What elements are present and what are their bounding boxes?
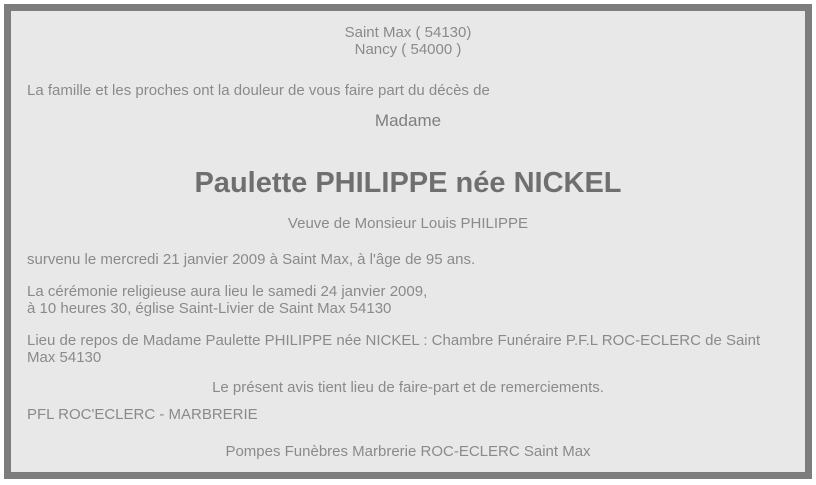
death-notice-panel [4, 4, 812, 479]
intro-text: La famille et les proches ont la douleur de vous faire part du décès de [27, 82, 490, 99]
location-line-saint-max: Saint Max ( 54130) [344, 24, 472, 41]
ceremony-date-text: La cérémonie religieuse aura lieu le samedi 24 janvier 2009, [27, 283, 428, 300]
ceremony-block [27, 283, 789, 317]
death-date-text: survenu le mercredi 21 janvier 2009 à Saint Max, à l'âge de 95 ans. [27, 251, 476, 268]
legal-notice-text: Le présent avis tient lieu de faire-part et de remerciements. [212, 379, 604, 396]
footer-text: Pompes Funèbres Marbrerie ROC-ECLERC Saint Max [225, 443, 591, 460]
relation-text: Veuve de Monsieur Louis PHILIPPE [287, 215, 529, 232]
repose-location-text: Lieu de repos de Madame Paulette PHILIPPE née NICKEL : Chambre Funéraire P.F.L ROC-ECLERC de Saint Max 54130 [27, 332, 761, 366]
civility-title: Madame [374, 111, 442, 130]
deceased-name-heading: Paulette PHILIPPE née NICKEL [194, 167, 622, 199]
location-line-nancy: Nancy ( 54000 ) [354, 41, 462, 58]
ceremony-time-text: à 10 heures 30, église Saint-Livier de Saint Max 54130 [27, 300, 392, 317]
funeral-company-text: PFL ROC'ECLERC - MARBRERIE [27, 406, 258, 423]
